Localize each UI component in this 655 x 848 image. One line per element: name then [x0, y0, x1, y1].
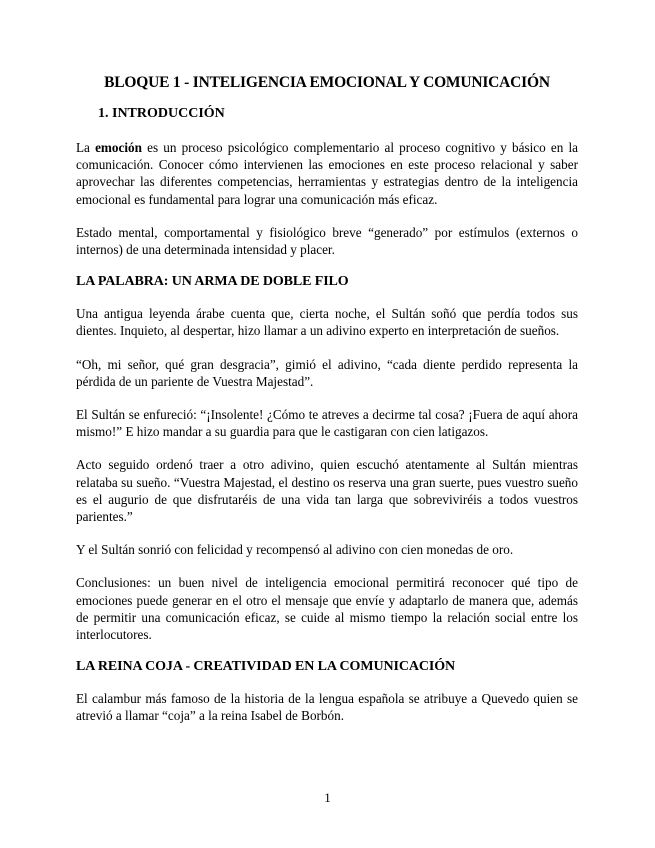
paragraph-definicion: Estado mental, comportamental y fisiológico breve “generado” por estímulos (externos o internos) de una determinada intensidad y placer. [76, 224, 578, 258]
paragraph-adivino-1: “Oh, mi señor, qué gran desgracia”, gimió el adivino, “cada diente perdido representa la pérdida de un pariente de Vuestra Majestad”. [76, 356, 578, 389]
paragraph-leyenda: Una antigua leyenda árabe cuenta que, cierta noche, el Sultán soñó que perdía todos sus dientes. Inquieto, al despertar, hizo llamar a un adivino experto en interpretación de sueños. [76, 306, 578, 339]
document-page [76, 74, 578, 741]
paragraph-calambur: El calambur más famoso de la historia de la lengua española se atribuye a Quevedo quien se atrevió a llamar “coja” a la reina Isabel de Borbón. [76, 691, 578, 724]
section-heading-la-palabra: LA PALABRA: UN ARMA DE DOBLE FILO [76, 274, 349, 290]
paragraph-text: es un proceso psicológico complementario al proceso cognitivo y básico en la comunicación. Conocer cómo intervienen las emociones en este proceso relacional y saber aprovechar las diferentes competencias, herramientas y estrategias dentro de la inteligencia emocional es fundamental para lograr una comunicación más eficaz. [76, 140, 578, 207]
paragraph-conclusiones: Conclusiones: un buen nivel de inteligencia emocional permitirá reconocer qué tipo de emociones puede generar en el otro el mensaje que envíe y adaptarlo de manera que, además de permitir una comunicación eficaz, se cuide al mismo tiempo la relación social entre los interlocutores. [76, 575, 578, 643]
paragraph-adivino-2: Acto seguido ordenó traer a otro adivino, quien escuchó atentamente al Sultán mientras relataba su sueño. “Vuestra Majestad, el destino os reserva una gran suerte, pues vuestro sueño es el augurio de que disfrutaréis de una vida tan larga que sobreviviréis a todos vuestros parientes.” [76, 457, 578, 525]
paragraph-sultan-enfurecio: El Sultán se enfureció: “¡Insolente! ¿Cómo te atreves a decirme tal cosa? ¡Fuera de aquí ahora mismo!” E hizo mandar a su guardia para que le castigaran con cien latigazos. [76, 407, 578, 440]
paragraph-text: La [76, 140, 96, 155]
document-title: BLOQUE 1 - INTELIGENCIA EMOCIONAL Y COMUNICACIÓN [104, 74, 550, 91]
paragraph-emocion [76, 139, 578, 208]
paragraph-sultan-sonrio: Y el Sultán sonrió con felicidad y recompensó al adivino con cien monedas de oro. [76, 542, 514, 558]
section-heading-la-reina-coja: LA REINA COJA - CREATIVIDAD EN LA COMUNICACIÓN [76, 659, 456, 675]
bold-term-emocion: emoción [95, 140, 142, 155]
page-number: 1 [324, 790, 331, 805]
section-heading-introduccion: 1. INTRODUCCIÓN [98, 106, 225, 121]
